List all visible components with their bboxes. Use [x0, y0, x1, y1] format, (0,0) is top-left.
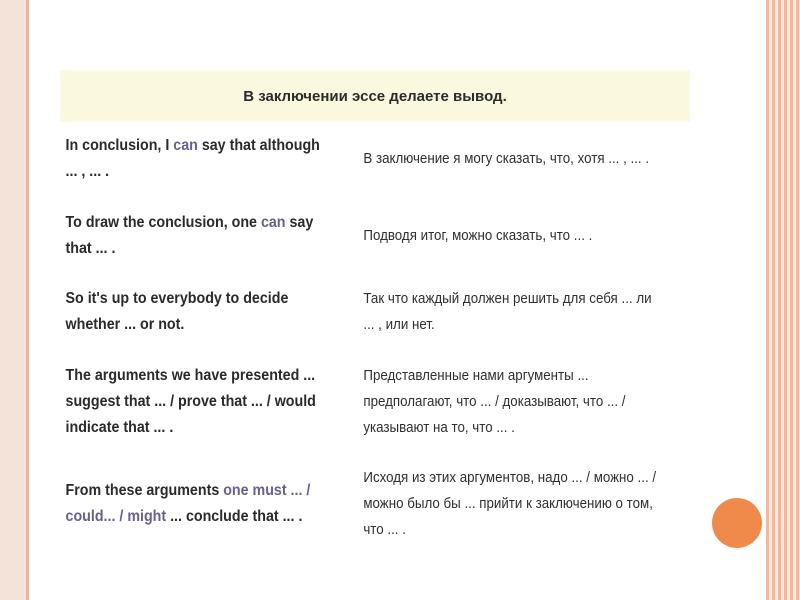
header-bar: [60, 70, 690, 122]
phrase-row-2: [60, 207, 690, 265]
left-frame-border: [0, 0, 29, 600]
english-phrase: In conclusion, I can say that although ... , ... .: [65, 137, 320, 180]
russian-translation: Так что каждый должен решить для себя ... ли ... , или нет.: [363, 291, 652, 333]
right-frame-stripes: [766, 0, 800, 600]
english-phrase: From these arguments one must ... / could... / might ... conclude that ... .: [65, 482, 311, 525]
phrase-row-4: [60, 360, 690, 444]
phrase-row-5: [60, 462, 690, 546]
english-phrase: The arguments we have presented ... suggest that ... / prove that ... / would indicate that ... .: [65, 367, 316, 436]
russian-translation: Представленные нами аргументы ... предполагают, что ... / доказывают, что ... / указывают на то, что ... .: [363, 368, 626, 436]
orange-dot-decoration: [712, 498, 762, 548]
phrase-row-3: [60, 283, 690, 341]
russian-translation: Исходя из этих аргументов, надо ... / можно ... / можно было бы ... прийти к заключению о том, что ... .: [363, 470, 657, 538]
header-title: В заключении эссе делаете вывод.: [243, 87, 507, 105]
english-phrase: To draw the conclusion, one can say that ... .: [65, 214, 314, 257]
russian-translation: Подводя итог, можно сказать, что ... .: [363, 228, 593, 244]
english-phrase: So it's up to everybody to decide whether ... or not.: [65, 290, 289, 333]
russian-translation: В заключение я могу сказать, что, хотя ... , ... .: [363, 151, 650, 167]
phrase-row-1: [60, 130, 690, 188]
